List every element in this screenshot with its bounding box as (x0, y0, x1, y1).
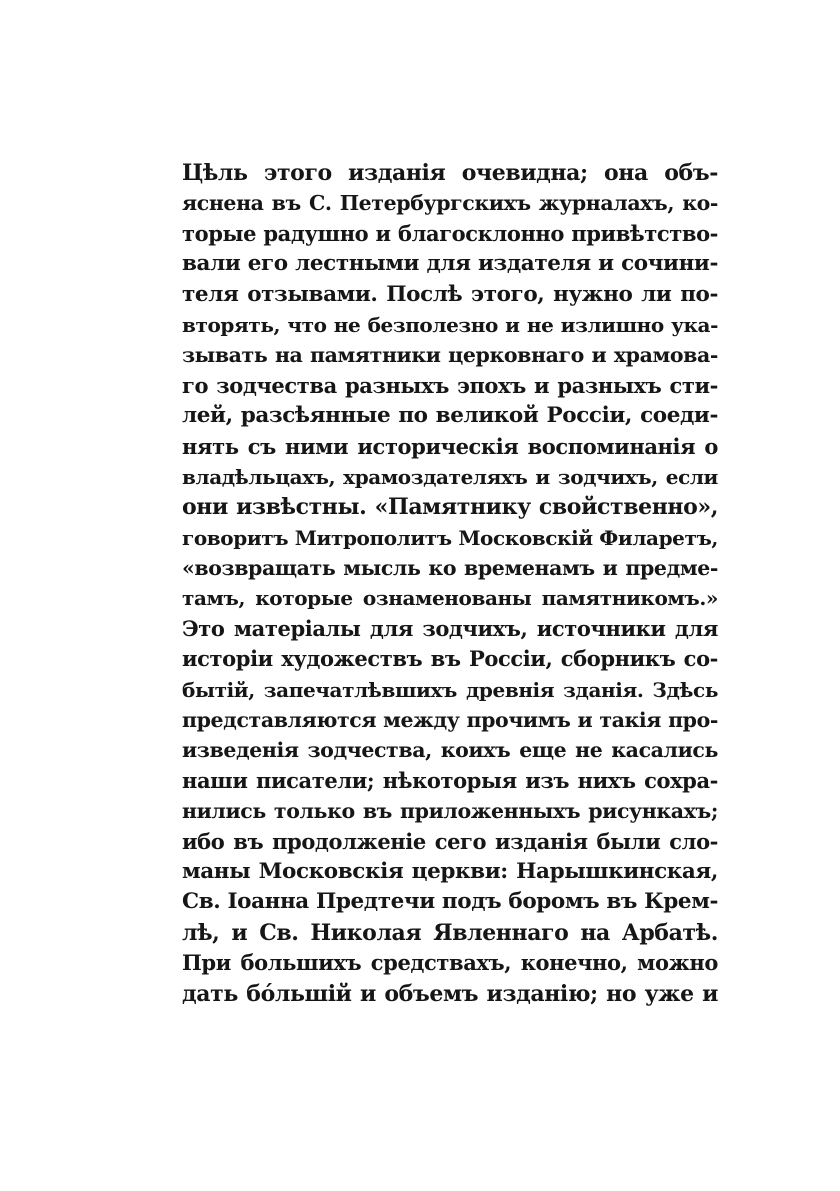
text-line: исторіи художествъ въ Россіи, сборникъ со- (182, 646, 718, 672)
text-line: яснена въ С. Петербургскихъ журналахъ, ко- (182, 191, 718, 216)
text-line: маны Московскія церкви: Нарышкинская, (182, 858, 718, 884)
text-line: лей, разсѣянные по великой Россіи, соеди- (182, 403, 718, 429)
text-line: При большихъ средствахъ, конечно, можно (182, 950, 718, 976)
text-line: «возвращать мысль ко временамъ и предме- (182, 556, 718, 581)
text-line: нились только въ приложенныхъ рисункахъ; (182, 799, 718, 824)
text-line: изведенія зодчества, коихъ еще не касались (182, 738, 718, 763)
text-line: дать бóльшій и объемъ изданію; но уже и (182, 980, 718, 1007)
text-line: тамъ, которые ознаменованы памятникомъ.» (182, 586, 718, 611)
text-line: торые радушно и благосклонно привѣтство- (182, 220, 718, 246)
text-line: нять съ ними историческія воспоминанія о (182, 433, 718, 459)
text-line: го зодчества разныхъ эпохъ и разныхъ сти- (182, 372, 718, 398)
text-line: вали его лестными для издателя и сочини- (182, 251, 718, 277)
text-line: вторять, что не безполезно и не излишно ука- (182, 312, 718, 337)
text-line: зывать на памятники церковнаго и храмова- (182, 343, 718, 368)
text-line: лѣ, и Св. Николая Явленнаго на Арбатѣ. (182, 919, 718, 946)
text-line: наши писатели; нѣкоторыя изъ нихъ сохра- (182, 767, 718, 793)
text-line: говоритъ Митрополитъ Московскій Филаретъ, (182, 525, 718, 550)
text-line: они извѣстны. «Памятнику свойственно», (182, 494, 718, 521)
text-line: бытій, запечатлѣвшихъ древнія зданія. Здѣсь (182, 677, 718, 702)
text-line: представляются между прочимъ и такія про- (182, 708, 718, 733)
text-line: владѣльцахъ, храмоздателяхъ и зодчихъ, если (182, 464, 718, 489)
text-line: Это матеріалы для зодчихъ, источники для (182, 615, 718, 641)
text-line: ибо въ продолженіе сего изданія были сло- (182, 828, 718, 854)
text-line: теля отзывами. Послѣ этого, нужно ли по- (182, 281, 718, 307)
body-paragraph (182, 158, 718, 1009)
text-line: Св. Іоанна Предтечи подъ боромъ въ Крем- (182, 889, 718, 915)
text-line: Цѣль этого изданія очевидна; она объ- (182, 160, 718, 186)
